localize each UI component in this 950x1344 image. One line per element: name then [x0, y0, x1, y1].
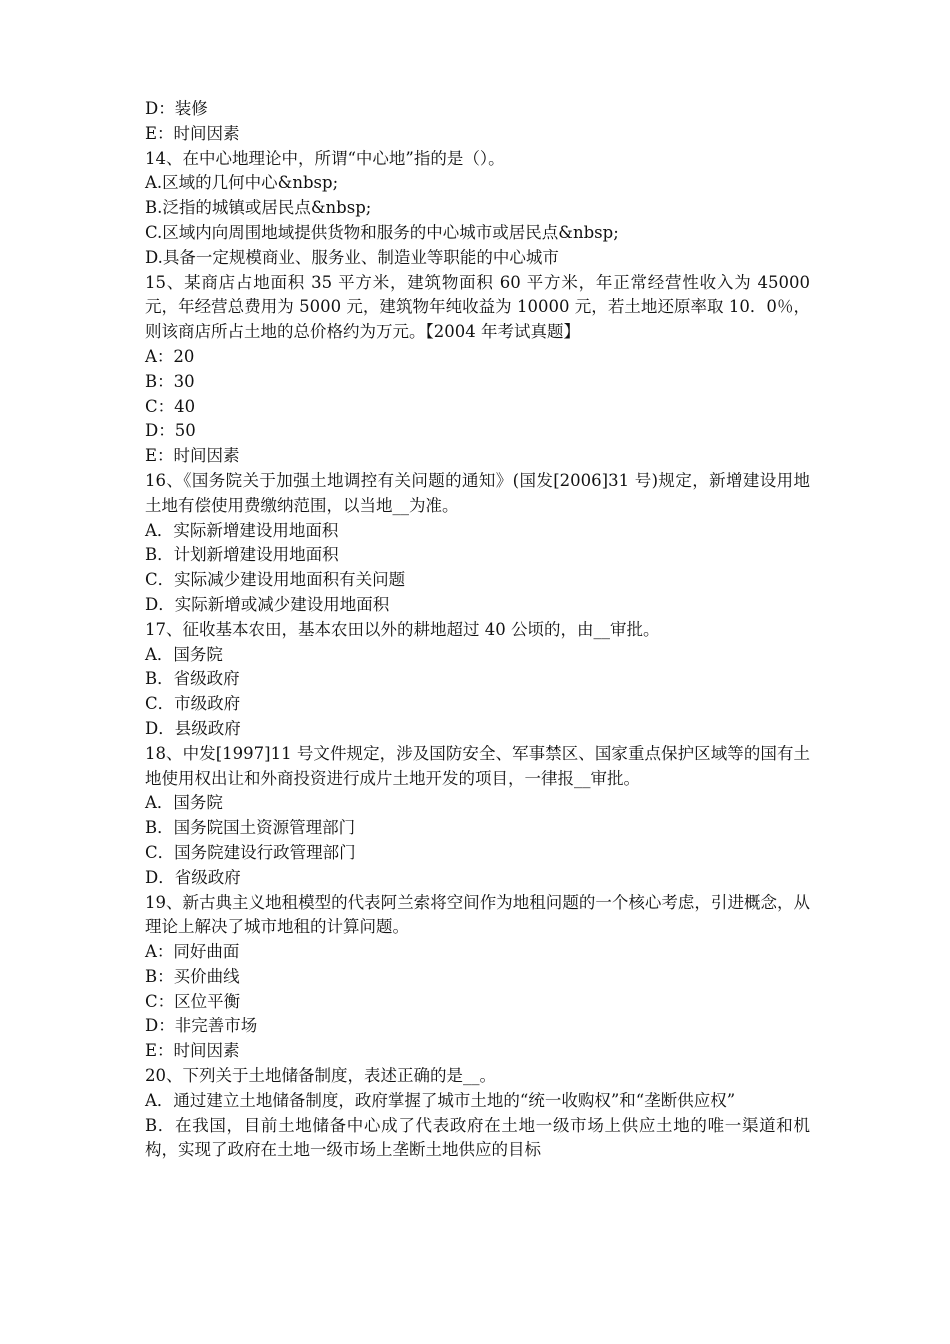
option-d-renovation: D：装修	[145, 99, 208, 118]
q14-option-c: C.区域内向周围地域提供货物和服务的中心城市或居民点&nbsp;	[145, 222, 619, 242]
q19-option-e: E：时间因素	[145, 1041, 240, 1061]
q20-option-b: B．在我国，目前土地储备中心成了代表政府在土地一级市场上供应土地的唯一渠道和机构，实现了政府在土地一级市场上垄断土地供应的目标	[145, 1115, 810, 1160]
option-e-time-factor: E：时间因素	[145, 123, 240, 143]
q17-option-c: C．市级政府	[145, 694, 241, 714]
q19-option-b: B：买价曲线	[145, 966, 240, 986]
question-18: 18、中发[1997]11 号文件规定，涉及国防安全、军事禁区、国家重点保护区域等的国有土地使用权出让和外商投资进行成片土地开发的项目，一律报__审批。	[145, 743, 810, 788]
question-20: 20、下列关于土地储备制度，表述正确的是__。	[145, 1066, 496, 1086]
q18-option-d: D．省级政府	[145, 867, 241, 887]
q14-option-d: D.具备一定规模商业、服务业、制造业等职能的中心城市	[145, 247, 559, 267]
question-19: 19、新古典主义地租模型的代表阿兰索将空间作为地租问题的一个核心考虑，引进概念，从理论上解决了城市地租的计算问题。	[145, 892, 810, 937]
q17-option-d: D．县级政府	[145, 718, 241, 738]
q20-option-a: A．通过建立土地储备制度，政府掌握了城市土地的“统一收购权”和“垄断供应权”	[145, 1090, 736, 1110]
q15-option-c: C：40	[145, 396, 196, 416]
q17-option-b: B．省级政府	[145, 669, 240, 689]
q16-option-b: B．计划新增建设用地面积	[145, 545, 339, 565]
q15-option-b: B：30	[145, 371, 195, 391]
q15-option-d: D：50	[145, 421, 196, 441]
question-16: 16、《国务院关于加强土地调控有关问题的通知》(国发[2006]31 号)规定，新增建设用地土地有偿使用费缴纳范围，以当地__为准。	[145, 470, 810, 515]
question-17: 17、征收基本农田，基本农田以外的耕地超过 40 公顷的，由__审批。	[145, 619, 660, 639]
q19-option-d: D：非完善市场	[145, 1016, 258, 1036]
q18-option-b: B．国务院国土资源管理部门	[145, 818, 356, 838]
q14-option-b: B.泛指的城镇或居民点&nbsp;	[145, 198, 372, 218]
q19-option-a: A：同好曲面	[145, 942, 240, 962]
q16-option-c: C．实际减少建设用地面积有关问题	[145, 570, 406, 590]
q16-option-a: A．实际新增建设用地面积	[145, 520, 339, 540]
document-body	[145, 97, 810, 1163]
q16-option-d: D．实际新增或减少建设用地面积	[145, 594, 390, 614]
q18-option-c: C．国务院建设行政管理部门	[145, 842, 356, 862]
q14-option-a: A.区域的几何中心&nbsp;	[145, 173, 339, 193]
q19-option-c: C：区位平衡	[145, 991, 241, 1011]
question-14: 14、在中心地理论中，所谓“中心地”指的是（）。	[145, 148, 505, 168]
q17-option-a: A．国务院	[145, 644, 223, 664]
q18-option-a: A．国务院	[145, 793, 223, 813]
q15-option-e: E：时间因素	[145, 446, 240, 466]
q15-option-a: A：20	[145, 346, 195, 366]
question-15: 15、某商店占地面积 35 平方米，建筑物面积 60 平方米，年正常经营性收入为 45000 元，年经营总费用为 5000 元，建筑物年纯收益为 10000 元，若土地还原率取 10．0％，则该商店所占土地的总价格约为万元。【2004 年考试真题】	[145, 272, 810, 342]
